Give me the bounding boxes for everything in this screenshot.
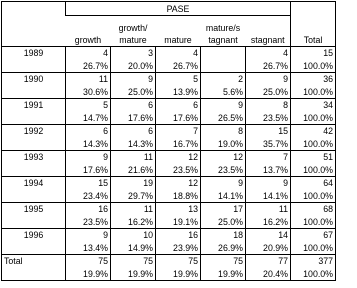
count-cell: 6	[156, 99, 201, 112]
table-row-counts	[2, 47, 336, 60]
total-percent-cell: 100.0%	[291, 164, 336, 177]
count-cell: 6	[66, 125, 111, 138]
count-cell: 6	[111, 99, 156, 112]
total-count-cell: 67	[291, 229, 336, 242]
total-count-cell: 15	[291, 47, 336, 60]
row-label-year: 1990	[2, 73, 66, 99]
count-cell: 11	[246, 203, 291, 216]
percent-cell: 23.5%	[201, 164, 246, 177]
row-label-total: Total	[2, 255, 66, 281]
count-cell: 9	[201, 99, 246, 112]
percent-cell	[201, 60, 246, 73]
column-header: mature/s tagnant	[201, 16, 246, 47]
count-cell: 3	[111, 47, 156, 60]
percent-cell: 14.9%	[111, 242, 156, 255]
total-percent-cell: 100.0%	[291, 112, 336, 125]
count-cell: 75	[66, 255, 111, 268]
count-cell: 11	[111, 203, 156, 216]
percent-cell: 16.2%	[111, 216, 156, 229]
total-count-cell: 42	[291, 125, 336, 138]
row-label-year: 1994	[2, 177, 66, 203]
count-cell: 16	[66, 203, 111, 216]
table-row-counts	[2, 255, 336, 268]
count-cell: 9	[246, 177, 291, 190]
percent-cell: 25.0%	[111, 86, 156, 99]
count-cell: 12	[201, 151, 246, 164]
percent-cell: 5.6%	[201, 86, 246, 99]
count-cell: 10	[111, 229, 156, 242]
percent-cell: 14.1%	[201, 190, 246, 203]
count-cell: 8	[201, 125, 246, 138]
percent-cell: 30.6%	[66, 86, 111, 99]
count-cell: 9	[201, 177, 246, 190]
total-percent-cell: 100.0%	[291, 60, 336, 73]
row-label-year: 1989	[2, 47, 66, 73]
percent-cell: 26.7%	[246, 60, 291, 73]
percent-cell: 19.9%	[201, 268, 246, 281]
count-cell: 7	[156, 125, 201, 138]
count-cell: 4	[66, 47, 111, 60]
table-row-counts	[2, 125, 336, 138]
count-cell: 2	[201, 73, 246, 86]
total-percent-cell: 100.0%	[291, 86, 336, 99]
percent-cell: 20.9%	[246, 242, 291, 255]
count-cell: 9	[66, 229, 111, 242]
count-cell: 13	[156, 203, 201, 216]
percent-cell: 19.0%	[201, 138, 246, 151]
percent-cell: 17.6%	[156, 112, 201, 125]
count-cell: 9	[111, 73, 156, 86]
table-row-counts	[2, 203, 336, 216]
percent-cell: 23.9%	[156, 242, 201, 255]
percent-cell: 13.4%	[66, 242, 111, 255]
count-cell: 12	[156, 177, 201, 190]
percent-cell: 13.7%	[246, 164, 291, 177]
total-count-cell: 64	[291, 177, 336, 190]
count-cell: 5	[66, 99, 111, 112]
total-percent-cell: 100.0%	[291, 138, 336, 151]
percent-cell: 21.6%	[111, 164, 156, 177]
column-header-total: Total	[291, 16, 336, 47]
table-row-counts	[2, 177, 336, 190]
column-header: stagnant	[246, 16, 291, 47]
count-cell: 9	[66, 151, 111, 164]
percent-cell: 14.3%	[111, 138, 156, 151]
count-cell: 17	[201, 203, 246, 216]
count-cell: 75	[111, 255, 156, 268]
count-cell: 9	[246, 73, 291, 86]
column-header: mature	[156, 16, 201, 47]
count-cell: 15	[66, 177, 111, 190]
table-row-counts	[2, 229, 336, 242]
count-cell: 11	[66, 73, 111, 86]
percent-cell: 23.5%	[66, 216, 111, 229]
count-cell	[201, 47, 246, 60]
percent-cell: 19.9%	[156, 268, 201, 281]
percent-cell: 19.9%	[111, 268, 156, 281]
percent-cell: 17.6%	[66, 164, 111, 177]
column-header: growth/ mature	[111, 16, 156, 47]
total-count-cell: 51	[291, 151, 336, 164]
count-cell: 6	[111, 125, 156, 138]
group-header-pase: PASE	[66, 2, 291, 16]
percent-cell: 20.4%	[246, 268, 291, 281]
corner-cell	[2, 2, 66, 47]
count-cell: 11	[111, 151, 156, 164]
percent-cell: 13.9%	[156, 86, 201, 99]
percent-cell: 20.0%	[111, 60, 156, 73]
total-percent-cell: 100.0%	[291, 190, 336, 203]
percent-cell: 35.7%	[246, 138, 291, 151]
percent-cell: 25.0%	[201, 216, 246, 229]
count-cell: 19	[111, 177, 156, 190]
percent-cell: 23.5%	[246, 112, 291, 125]
count-cell: 8	[246, 99, 291, 112]
percent-cell: 26.7%	[156, 60, 201, 73]
count-cell: 14	[246, 229, 291, 242]
row-label-year: 1991	[2, 99, 66, 125]
percent-cell: 19.9%	[66, 268, 111, 281]
total-count-cell: 34	[291, 99, 336, 112]
column-header: growth	[66, 16, 111, 47]
count-cell: 4	[246, 47, 291, 60]
percent-cell: 14.1%	[246, 190, 291, 203]
header-row-group	[2, 2, 336, 16]
percent-cell: 19.1%	[156, 216, 201, 229]
percent-cell: 18.8%	[156, 190, 201, 203]
total-percent-cell: 100.0%	[291, 216, 336, 229]
total-count-cell: 68	[291, 203, 336, 216]
percent-cell: 26.7%	[66, 60, 111, 73]
count-cell: 12	[156, 151, 201, 164]
row-label-year: 1995	[2, 203, 66, 229]
row-label-year: 1996	[2, 229, 66, 255]
percent-cell: 25.0%	[246, 86, 291, 99]
count-cell: 75	[156, 255, 201, 268]
count-cell: 5	[156, 73, 201, 86]
count-cell: 15	[246, 125, 291, 138]
total-percent-cell: 100.0%	[291, 268, 336, 281]
count-cell: 77	[246, 255, 291, 268]
count-cell: 16	[156, 229, 201, 242]
table-row-counts	[2, 99, 336, 112]
crosstab-container	[1, 1, 336, 281]
total-header-spacer	[291, 2, 336, 16]
count-cell: 18	[201, 229, 246, 242]
percent-cell: 17.6%	[111, 112, 156, 125]
percent-cell: 29.7%	[111, 190, 156, 203]
count-cell: 75	[201, 255, 246, 268]
percent-cell: 14.7%	[66, 112, 111, 125]
crosstab-table	[1, 1, 336, 281]
table-row-counts	[2, 73, 336, 86]
count-cell: 7	[246, 151, 291, 164]
percent-cell: 26.9%	[201, 242, 246, 255]
total-count-cell: 377	[291, 255, 336, 268]
table-row-counts	[2, 151, 336, 164]
percent-cell: 16.2%	[246, 216, 291, 229]
percent-cell: 23.4%	[66, 190, 111, 203]
total-count-cell: 36	[291, 73, 336, 86]
row-label-year: 1992	[2, 125, 66, 151]
percent-cell: 23.5%	[156, 164, 201, 177]
percent-cell: 16.7%	[156, 138, 201, 151]
count-cell: 4	[156, 47, 201, 60]
percent-cell: 26.5%	[201, 112, 246, 125]
total-percent-cell: 100.0%	[291, 242, 336, 255]
row-label-year: 1993	[2, 151, 66, 177]
percent-cell: 14.3%	[66, 138, 111, 151]
